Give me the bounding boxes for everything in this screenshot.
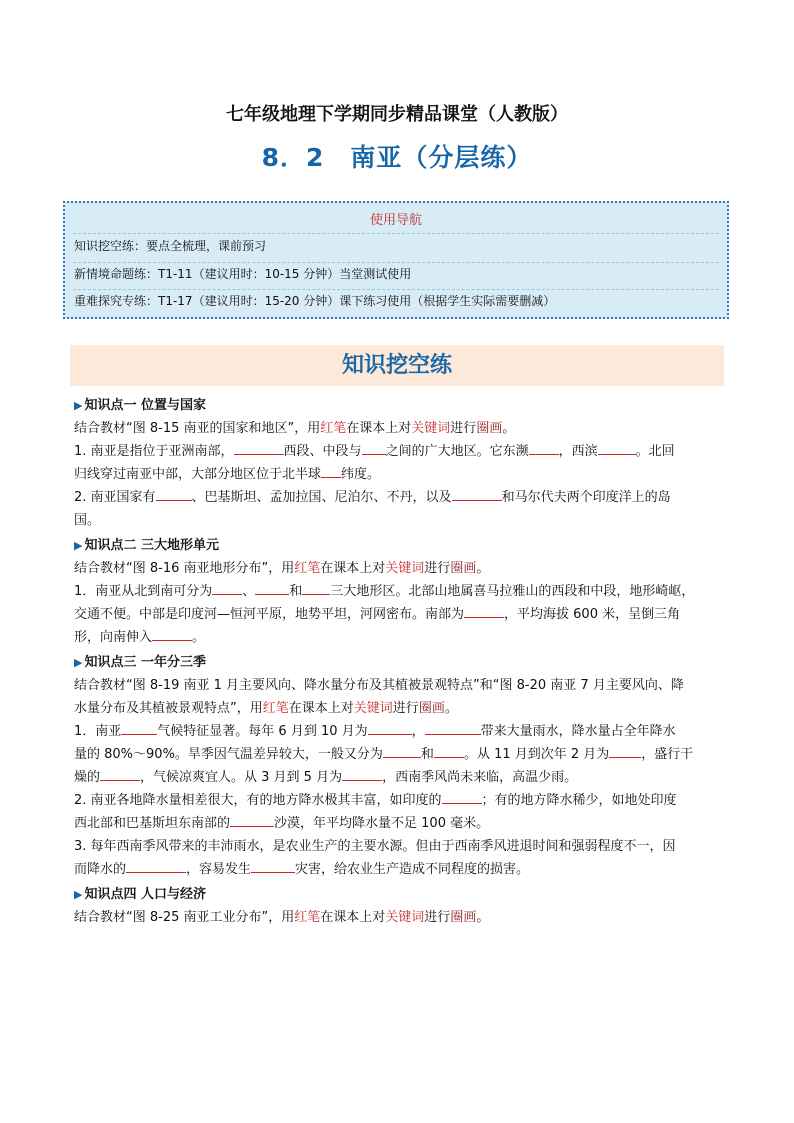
answer-blank[interactable] bbox=[434, 743, 464, 758]
answer-blank[interactable] bbox=[121, 720, 157, 735]
nav-row: 新情境命题练：T1-11（建议用时：10-15 分钟）当堂测试使用 bbox=[74, 267, 412, 281]
triangle-right-icon: ▶ bbox=[74, 399, 83, 412]
knowledge-point-heading bbox=[74, 883, 724, 906]
answer-blank[interactable] bbox=[464, 603, 504, 618]
answer-blank[interactable] bbox=[362, 440, 386, 455]
triangle-right-icon: ▶ bbox=[74, 539, 83, 552]
answer-blank[interactable] bbox=[302, 580, 330, 595]
lesson-number: 8．2 bbox=[261, 143, 325, 172]
heading-text: 知识点二 三大地形单元 bbox=[84, 538, 219, 553]
answer-blank[interactable] bbox=[255, 580, 289, 595]
answer-blank[interactable] bbox=[234, 440, 284, 455]
section-banner: 知识挖空练 bbox=[70, 345, 724, 386]
nav-row: 知识挖空练：要点全梳理，课前预习 bbox=[74, 239, 267, 253]
answer-blank[interactable] bbox=[598, 440, 636, 455]
knowledge-point-heading bbox=[74, 651, 724, 674]
answer-blank[interactable] bbox=[321, 463, 341, 478]
heading-text: 知识点三 一年分三季 bbox=[84, 655, 206, 670]
heading-text: 知识点四 人口与经济 bbox=[84, 887, 206, 902]
answer-blank[interactable] bbox=[212, 580, 242, 595]
heading-text: 知识点一 位置与国家 bbox=[84, 398, 206, 413]
instruction: 结合教材“图 8-15 南亚的国家和地区”，用红笔在课本上对关键词进行圈画。 bbox=[74, 421, 516, 436]
question: 2. 南亚国家有 、巴基斯坦、孟加拉国、尼泊尔、不丹，以及 和马尔代夫两个印度洋上的岛 国。 bbox=[74, 486, 724, 532]
answer-blank[interactable] bbox=[251, 858, 295, 873]
question: 2. 南亚各地降水量相差很大，有的地方降水极其丰富，如印度的 ；有的地方降水稀少，如地处印度 西北部和巴基斯坦东南部的 沙漠，年平均降水量不足 100 毫米。 bbox=[74, 789, 724, 835]
question: 3. 每年西南季风带来的丰沛雨水，是农业生产的主要水源。但由于西南季风进退时间和强弱程度不一，因 而降水的 ，容易发生 灾害，给农业生产造成不同程度的损害。 bbox=[74, 839, 676, 877]
answer-blank[interactable] bbox=[230, 812, 274, 827]
series-title: 七年级地理下学期同步精品课堂（人教版） bbox=[226, 104, 568, 125]
question: 1．南亚从北到南可分为 、 和 三大地形区。北部山地属喜马拉雅山的西段和中段，地形崎岖， 交通不便。中部是印度河—恒河平原，地势平坦，河网密布。南部为 ，平均海拔 600 米，呈倒三角 形，向南伸入 。 bbox=[74, 580, 724, 649]
answer-blank[interactable] bbox=[368, 720, 412, 735]
lesson-name: 南亚（分层练） bbox=[350, 143, 533, 172]
usage-navigation-box bbox=[63, 201, 729, 319]
divider bbox=[73, 233, 719, 235]
answer-blank[interactable] bbox=[126, 858, 186, 873]
instruction: 结合教材“图 8-25 南亚工业分布”，用红笔在课本上对关键词进行圈画。 bbox=[74, 910, 490, 925]
lesson-title bbox=[0, 138, 794, 174]
knowledge-point-heading bbox=[74, 394, 724, 417]
instruction: 结合教材“图 8-16 南亚地形分布”，用红笔在课本上对关键词进行圈画。 bbox=[74, 561, 490, 576]
answer-blank[interactable] bbox=[425, 720, 481, 735]
answer-blank[interactable] bbox=[452, 486, 502, 501]
answer-blank[interactable] bbox=[100, 766, 140, 781]
instruction: 结合教材“图 8-19 南亚 1 月主要风向、降水量分布及其植被景观特点”和“图 8-20 南亚 7 月主要风向、降 水量分布及其植被景观特点”，用红笔在课本上对关键词进行圈画。 bbox=[74, 678, 684, 716]
question: 1. 南亚是指位于亚洲南部， 西段、中段与 之间的广大地区。它东濒 ，西滨 。北回 归线穿过南亚中部，大部分地区位于北半球 纬度。 bbox=[74, 440, 724, 486]
answer-blank[interactable] bbox=[152, 626, 192, 641]
answer-blank[interactable] bbox=[609, 743, 641, 758]
nav-row: 重难探究专练：T1-17（建议用时：15-20 分钟）课下练习使用（根据学生实际需要删减） bbox=[74, 294, 556, 308]
knowledge-point-heading bbox=[74, 534, 724, 557]
answer-blank[interactable] bbox=[442, 789, 482, 804]
nav-title: 使用导航 bbox=[369, 213, 422, 228]
answer-blank[interactable] bbox=[156, 486, 192, 501]
answer-blank[interactable] bbox=[383, 743, 421, 758]
triangle-right-icon: ▶ bbox=[74, 656, 83, 669]
question: 1．南亚 气候特征显著。每年 6 月到 10 月为 ， 带来大量雨水，降水量占全年降水 量的 80%～90%。旱季因气温差异较大，一般又分为 和 。从 11 月到次年 2 月为 ，盛行干 燥的 ，气候凉爽宜人。从 3 月到 5 月为 ，西南季风尚未来临，高温少雨。 bbox=[74, 720, 724, 789]
divider bbox=[73, 289, 719, 291]
exercise-content bbox=[74, 392, 724, 929]
triangle-right-icon: ▶ bbox=[74, 888, 83, 901]
answer-blank[interactable] bbox=[342, 766, 382, 781]
divider bbox=[73, 262, 719, 264]
answer-blank[interactable] bbox=[529, 440, 559, 455]
